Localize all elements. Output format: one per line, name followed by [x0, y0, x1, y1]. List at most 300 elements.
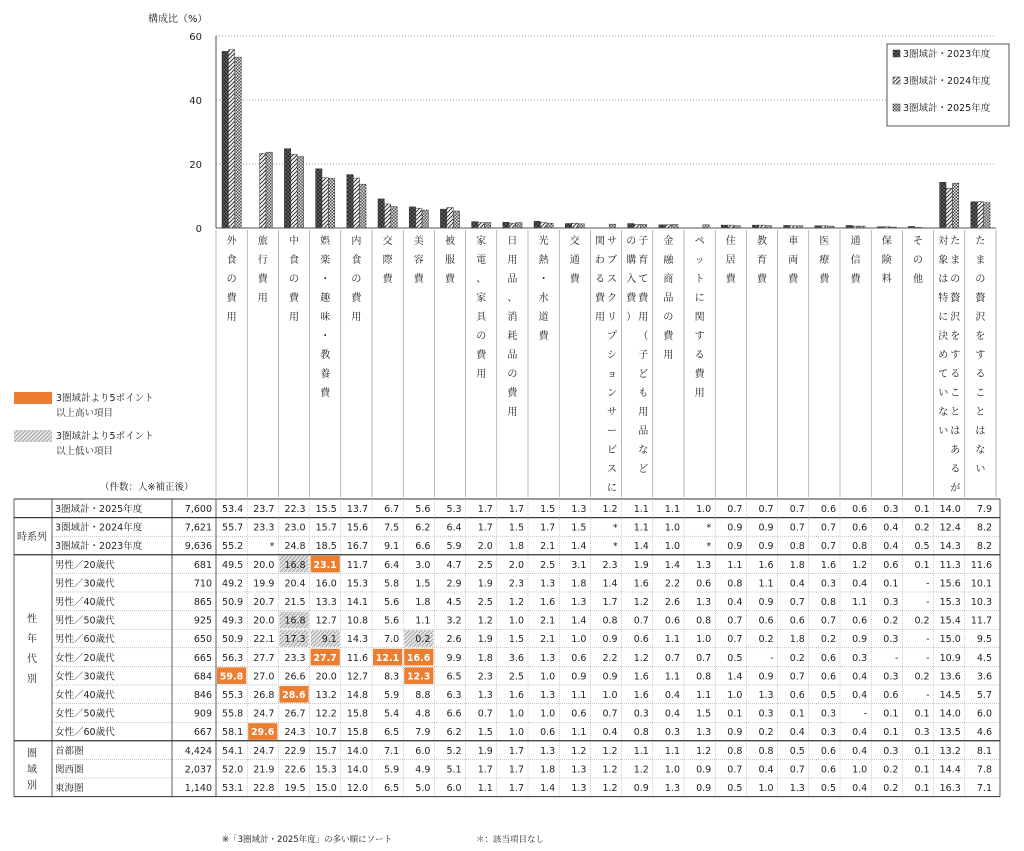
category-label-char: 両 — [788, 255, 799, 266]
bar — [946, 188, 952, 228]
row-label: 男性／60歳代 — [55, 634, 115, 646]
table-cell: 3.2 — [446, 615, 462, 627]
table-cell: 1.3 — [696, 559, 712, 571]
category-label-char: い — [975, 464, 986, 475]
category-label-char: ま — [975, 255, 986, 266]
table-cell: 0.3 — [820, 578, 836, 590]
category-label-char: 費 — [638, 293, 649, 304]
table-cell: - — [770, 652, 774, 664]
table-cell: 0.2 — [914, 671, 930, 683]
table-cell: 1.1 — [727, 559, 743, 571]
table-cell: 0.7 — [602, 708, 618, 720]
category-label-char: 購 — [626, 255, 637, 266]
table-cell: 3.6 — [976, 671, 992, 683]
category-label-char: 旅 — [257, 236, 268, 247]
table-cell: 0.6 — [789, 615, 805, 627]
table-cell: 0.8 — [789, 541, 805, 553]
y-tick-label: 40 — [189, 96, 202, 107]
table-cell: 1.2 — [633, 652, 649, 664]
table-cell: 5.2 — [446, 745, 462, 757]
table-cell: 0.4 — [883, 522, 899, 534]
table-cell: 0.3 — [820, 727, 836, 739]
table-cell: 0.3 — [852, 652, 868, 664]
table-cell: 0.8 — [727, 578, 743, 590]
table-cell: 1.7 — [477, 764, 493, 776]
group-label: 性 — [27, 613, 37, 625]
table-cell: 0.6 — [633, 634, 649, 646]
table-cell: 0.7 — [696, 652, 712, 664]
table-cell: 1.0 — [664, 522, 680, 534]
category-label-char: 被 — [445, 236, 455, 247]
table-cell: 1.9 — [477, 634, 493, 646]
bar — [266, 152, 272, 228]
table-cell: 7.9 — [415, 727, 431, 739]
category-label-char: ッ — [694, 255, 705, 266]
table-cell: 24.3 — [284, 727, 306, 739]
row-count: 1,140 — [184, 783, 212, 794]
table-cell: * — [612, 522, 618, 534]
table-cell: 20.7 — [253, 597, 275, 608]
table-cell: 0.9 — [727, 727, 743, 739]
highlight-legend-label: 以上低い項目 — [56, 446, 114, 457]
table-cell: 6.5 — [384, 727, 400, 739]
table-cell: 22.1 — [253, 634, 275, 646]
table-cell: 16.0 — [315, 578, 337, 590]
table-cell: 1.1 — [571, 727, 587, 739]
table-cell: 0.4 — [852, 727, 868, 739]
table-cell: 1.6 — [633, 690, 649, 701]
category-label-char: 商 — [663, 274, 674, 285]
table-cell: 0.2 — [758, 634, 774, 646]
category-label-char: 耗 — [507, 331, 518, 342]
y-axis-title: 構成比（%） — [148, 14, 208, 25]
table-cell: 0.2 — [820, 634, 836, 646]
category-label-char: 費 — [382, 274, 393, 285]
category-label-char: る — [595, 274, 605, 285]
table-cell: 20.0 — [253, 559, 275, 571]
category-label-char: 味 — [320, 312, 331, 323]
table-cell: 1.3 — [696, 727, 712, 739]
table-cell: 9.1 — [321, 634, 337, 646]
bar — [328, 178, 334, 228]
category-label-char: 外 — [226, 236, 237, 247]
table-cell: 0.9 — [602, 671, 618, 683]
table-cell: 2.9 — [446, 578, 462, 590]
row-label: 女性／40歳代 — [55, 690, 115, 701]
table-cell: 0.2 — [914, 522, 930, 534]
highlight-legend-swatch — [14, 392, 52, 404]
table-cell: 0.7 — [820, 522, 836, 534]
category-label-char: 沢 — [975, 312, 986, 323]
table-cell: - — [926, 597, 930, 608]
row-count: 650 — [193, 634, 212, 646]
table-cell: 1.3 — [540, 578, 556, 590]
table-cell: 1.0 — [540, 671, 556, 683]
y-tick-label: 60 — [189, 32, 202, 43]
table-cell: 0.8 — [820, 597, 836, 608]
table-cell: 0.9 — [852, 634, 868, 646]
table-cell: 13.2 — [315, 690, 337, 701]
category-label-char: 交 — [569, 236, 580, 247]
row-count: 681 — [193, 559, 212, 571]
table-cell: 9.5 — [976, 634, 992, 646]
bar — [440, 209, 446, 228]
category-label-char: 居 — [725, 255, 736, 266]
table-cell: 1.1 — [758, 578, 774, 590]
bar — [971, 202, 977, 228]
table-cell: 0.4 — [883, 541, 899, 553]
table-cell: 5.0 — [415, 783, 431, 794]
category-label-char: わ — [595, 255, 605, 266]
table-cell: 0.7 — [789, 597, 805, 608]
table-cell: 4.7 — [446, 559, 462, 571]
bar — [478, 223, 484, 228]
table-cell: 6.6 — [415, 541, 431, 553]
category-label-char: シ — [607, 350, 617, 361]
category-label-char: 、 — [476, 274, 487, 285]
table-cell: 0.2 — [883, 615, 899, 627]
table-cell: 1.1 — [664, 745, 680, 757]
table-cell: 14.1 — [346, 597, 368, 608]
table-cell: 0.1 — [883, 708, 899, 720]
table-cell: 1.0 — [664, 541, 680, 553]
table-cell: 22.3 — [284, 504, 306, 515]
table-cell: 49.2 — [222, 578, 244, 590]
category-label-char: 費 — [757, 274, 767, 285]
row-count: 7,600 — [184, 504, 212, 515]
category-label-char: 品 — [507, 274, 518, 285]
category-label-char: は — [938, 274, 949, 285]
table-cell: 0.2 — [914, 615, 930, 627]
y-tick-label: 0 — [195, 224, 202, 235]
table-cell: 1.0 — [664, 764, 680, 776]
table-cell: - — [894, 652, 899, 664]
table-cell: 16.8 — [284, 615, 306, 627]
legend-entry: 3圏域計・2024年度 — [903, 76, 991, 87]
bar — [453, 211, 459, 228]
table-cell: 0.3 — [883, 597, 899, 608]
table-cell: 0.6 — [789, 690, 805, 701]
legend-entry: 3圏域計・2025年度 — [903, 103, 991, 114]
table-cell: 13.2 — [939, 745, 961, 757]
table-cell: 2.3 — [477, 671, 493, 683]
table-cell: 15.3 — [939, 597, 961, 608]
category-label-char: こ — [950, 388, 961, 399]
table-cell: 12.2 — [315, 708, 337, 720]
highlight-legend-swatch — [14, 430, 52, 442]
category-label-char: 趣 — [320, 293, 331, 304]
category-label-char: の — [351, 274, 362, 285]
table-cell: 0.1 — [883, 578, 899, 590]
table-cell: 1.4 — [664, 559, 680, 571]
bar — [540, 223, 546, 228]
table-cell: 1.6 — [633, 671, 649, 683]
category-label-char: ど — [638, 369, 649, 380]
table-cell: 2.3 — [508, 578, 524, 590]
table-cell: 1.7 — [540, 522, 556, 534]
table-cell: * — [706, 522, 712, 534]
table-cell: 8.2 — [976, 541, 992, 553]
category-label-char: て — [938, 369, 949, 380]
table-cell: 4.5 — [976, 652, 992, 664]
table-cell: 2.6 — [664, 597, 680, 608]
row-label: 女性／50歳代 — [55, 708, 115, 720]
table-cell: 19.9 — [253, 578, 275, 590]
row-label: 女性／30歳代 — [55, 671, 115, 683]
table-cell: 1.0 — [508, 727, 524, 739]
row-label: 男性／40歳代 — [55, 597, 115, 608]
table-cell: 1.0 — [727, 690, 743, 701]
legend-swatch — [893, 77, 900, 84]
table-cell: 1.1 — [664, 504, 680, 515]
table-cell: 1.3 — [571, 504, 587, 515]
category-label-char: が — [950, 483, 961, 494]
table-cell: 14.0 — [939, 504, 961, 515]
table-cell: 5.3 — [446, 504, 462, 515]
category-label-char: 車 — [788, 236, 799, 247]
table-cell: 1.6 — [820, 559, 836, 571]
category-label-char: の — [913, 255, 923, 266]
table-cell: 1.7 — [508, 504, 524, 515]
bar — [297, 157, 303, 228]
category-label-char: 沢 — [950, 312, 961, 323]
category-label-char: な — [975, 445, 986, 456]
row-label: 3圏域計・2024年度 — [55, 522, 143, 534]
category-label-char: ・ — [320, 274, 331, 285]
table-cell: 0.1 — [914, 764, 930, 776]
category-label-char: の — [476, 331, 487, 342]
category-label-char: と — [950, 407, 961, 418]
table-cell: 15.8 — [346, 708, 368, 720]
category-label-char: そ — [913, 236, 923, 247]
table-cell: 6.7 — [384, 504, 400, 515]
legend-swatch — [893, 50, 900, 57]
category-label-char: す — [950, 350, 961, 361]
table-cell: 0.9 — [696, 783, 712, 794]
table-cell: 1.7 — [508, 745, 524, 757]
bar — [416, 208, 422, 228]
table-cell: 1.2 — [696, 745, 712, 757]
category-label-char: あ — [950, 445, 961, 456]
table-cell: 3.1 — [571, 559, 587, 571]
category-label-char: 通 — [850, 236, 861, 247]
table-cell: 1.0 — [508, 615, 524, 627]
table-cell: 1.3 — [540, 745, 556, 757]
category-label-char: な — [638, 445, 649, 456]
table-cell: 0.1 — [914, 559, 930, 571]
category-label-char: 用 — [507, 255, 518, 266]
table-cell: 13.6 — [939, 671, 961, 683]
bar — [516, 223, 522, 228]
table-cell: 15.7 — [315, 745, 337, 757]
table-cell: 1.4 — [571, 541, 587, 553]
category-label-char: す — [694, 331, 705, 342]
bar — [640, 224, 646, 228]
table-cell: 14.3 — [939, 541, 961, 553]
table-cell: 12.3 — [406, 671, 431, 683]
row-label: 女性／60歳代 — [55, 727, 115, 739]
category-label-char: ブ — [607, 255, 617, 266]
table-cell: 0.4 — [789, 727, 805, 739]
table-cell: 12.7 — [315, 615, 337, 627]
table-cell: 0.3 — [758, 708, 774, 720]
table-cell: 23.0 — [284, 522, 306, 534]
category-label-char: い — [938, 426, 949, 437]
table-cell: 0.7 — [727, 504, 743, 515]
table-cell: 14.5 — [939, 690, 961, 701]
table-cell: 1.2 — [571, 745, 587, 757]
category-label-char: の — [626, 236, 637, 247]
category-label-char: な — [938, 407, 949, 418]
bar — [384, 204, 390, 228]
table-cell: 1.1 — [696, 690, 712, 701]
table-cell: 0.2 — [883, 783, 899, 794]
bar — [409, 207, 415, 228]
bar — [322, 178, 328, 228]
category-label-char: ペ — [694, 236, 705, 247]
table-cell: 19.5 — [284, 783, 306, 794]
table-cell: 0.7 — [789, 504, 805, 515]
table-cell: 5.7 — [976, 690, 992, 701]
table-cell: 5.6 — [384, 615, 400, 627]
table-cell: 1.1 — [633, 504, 649, 515]
category-label-char: 融 — [663, 255, 674, 266]
category-label-char: 費 — [694, 369, 705, 380]
table-cell: 0.7 — [789, 671, 805, 683]
category-label-char: 交 — [382, 236, 393, 247]
table-cell: 0.5 — [727, 783, 743, 794]
table-cell: 49.3 — [222, 615, 244, 627]
bar — [484, 223, 490, 228]
table-cell: 54.1 — [222, 745, 244, 757]
category-label-char: は — [950, 426, 961, 437]
bar — [503, 222, 509, 228]
category-label-char: 容 — [413, 255, 424, 266]
table-cell: 1.0 — [571, 634, 587, 646]
table-cell: 1.1 — [633, 522, 649, 534]
category-label-char: る — [694, 350, 705, 361]
table-cell: 0.7 — [789, 522, 805, 534]
table-cell: 11.7 — [346, 559, 368, 571]
table-cell: 12.1 — [375, 652, 400, 664]
table-cell: 0.9 — [727, 541, 743, 553]
category-label-char: 保 — [881, 236, 892, 247]
table-cell: 1.3 — [477, 690, 493, 701]
table-cell: 6.4 — [446, 522, 462, 534]
category-label-char: 費 — [289, 293, 299, 304]
table-cell: 0.8 — [727, 745, 743, 757]
category-label-char: の — [507, 369, 518, 380]
table-cell: 5.1 — [446, 764, 462, 776]
table-cell: 13.7 — [346, 504, 368, 515]
table-cell: 6.0 — [415, 745, 431, 757]
table-cell: 1.0 — [852, 764, 868, 776]
table-cell: 12.7 — [346, 671, 368, 683]
bar — [360, 184, 366, 228]
row-count: 667 — [193, 727, 212, 739]
category-label-char: て — [638, 274, 649, 285]
table-cell: 1.0 — [696, 634, 712, 646]
category-label-char: 教 — [757, 236, 767, 247]
row-count: 684 — [193, 671, 212, 683]
category-label-char: リ — [607, 312, 617, 323]
category-label-char: 費 — [626, 293, 637, 304]
table-cell: 14.0 — [346, 764, 368, 776]
category-label-char: 費 — [569, 274, 580, 285]
table-cell: 24.8 — [284, 541, 306, 553]
table-cell: 1.2 — [508, 597, 524, 608]
table-cell: 2.0 — [508, 559, 524, 571]
category-label-char: ト — [694, 274, 705, 285]
table-cell: 1.5 — [508, 522, 524, 534]
table-cell: 8.1 — [976, 745, 992, 757]
table-cell: 0.3 — [883, 634, 899, 646]
table-cell: 1.4 — [571, 615, 587, 627]
table-cell: 8.8 — [415, 690, 431, 701]
table-cell: 1.7 — [477, 522, 493, 534]
table-cell: 10.8 — [346, 615, 368, 627]
table-cell: 0.6 — [571, 708, 587, 720]
table-cell: 1.3 — [571, 764, 587, 776]
category-label-char: ン — [607, 388, 617, 399]
category-label-char: プ — [607, 331, 617, 342]
row-label: 3圏域計・2025年度 — [55, 504, 143, 515]
table-cell: 1.0 — [540, 708, 556, 720]
table-cell: 0.6 — [883, 559, 899, 571]
bar — [509, 223, 515, 228]
category-label-char: 育 — [757, 255, 767, 266]
bar — [952, 183, 958, 228]
category-label-char: 子 — [638, 236, 649, 247]
table-cell: 1.3 — [571, 783, 587, 794]
category-label-char: こ — [975, 388, 986, 399]
category-label-char: 療 — [819, 255, 830, 266]
table-cell: 16.8 — [284, 559, 306, 571]
row-label: 男性／30歳代 — [55, 578, 115, 590]
table-cell: 7.5 — [384, 522, 400, 534]
category-label-char: 険 — [881, 255, 892, 266]
table-cell: 0.4 — [602, 727, 618, 739]
table-cell: 55.2 — [222, 541, 244, 553]
table-cell: 1.1 — [571, 690, 587, 701]
row-count: 7,621 — [184, 522, 212, 534]
table-cell: 15.0 — [939, 634, 961, 646]
category-label-char: の — [975, 274, 986, 285]
table-cell: 52.0 — [222, 764, 244, 776]
bar — [565, 224, 571, 228]
row-count: 4,424 — [184, 745, 212, 757]
category-label-char: 費 — [320, 388, 331, 399]
category-label-char: 品 — [507, 350, 518, 361]
category-label-char: の — [663, 312, 674, 323]
row-count: 665 — [193, 652, 212, 664]
table-cell: 15.8 — [346, 727, 368, 739]
table-cell: 0.8 — [696, 615, 712, 627]
category-label-char: 消 — [507, 312, 518, 323]
table-cell: 1.0 — [696, 504, 712, 515]
category-label-char: 費 — [725, 274, 736, 285]
table-cell: 21.9 — [253, 764, 275, 776]
row-label: 男性／50歳代 — [55, 615, 115, 627]
category-label-char: 用 — [507, 407, 518, 418]
category-label-char: 贅 — [950, 293, 961, 304]
table-cell: 12.4 — [939, 522, 961, 534]
table-cell: 22.8 — [253, 783, 275, 794]
category-label-char: 美 — [413, 236, 424, 247]
category-label-char: 育 — [638, 255, 649, 266]
table-cell: 17.3 — [284, 634, 306, 646]
table-cell: 0.3 — [883, 745, 899, 757]
